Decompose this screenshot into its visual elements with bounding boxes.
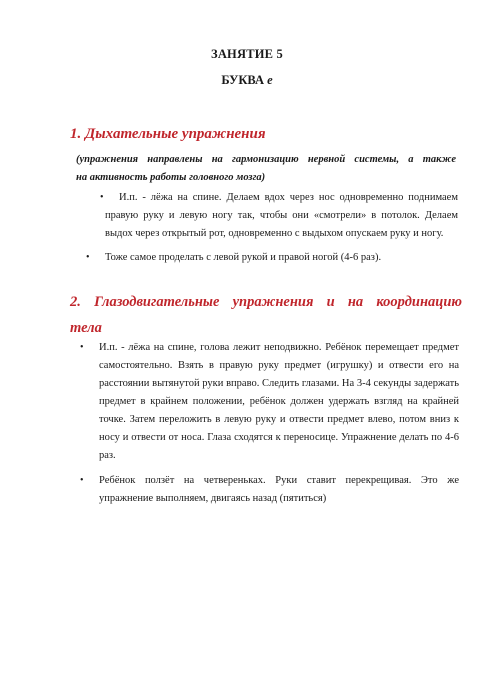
section-heading-line-1: 2. Глазодвигательные упражнения и на координацию [70, 294, 462, 310]
section-heading-line-2: тела [70, 320, 102, 336]
list-item-text: И.п. - лёжа на спине. Делаем вдох через нос одновременно поднимаем правую руку и левую ногу так, чтобы они «смотрели» в потолок. Делаем выдох через открытый рот, одновременно с выдыхом опускаем руку и ногу. [105, 192, 458, 239]
section-heading-breathing: 1. Дыхательные упражнения [70, 126, 266, 142]
letter-title [0, 72, 494, 88]
list-item-text: Тоже самое проделать с левой рукой и правой ногой (4-6 раз). [105, 252, 382, 263]
eye-movement-exercise-list [80, 339, 459, 508]
section-note-line-2: на активность работы головного мозга) [76, 172, 266, 183]
section-note-line-1: (упражнения направлены на гармонизацию нервной системы, а также [76, 154, 456, 165]
section-heading-eye-movement [70, 289, 462, 341]
list-item [86, 249, 458, 267]
letter-prefix: БУКВА [221, 73, 264, 87]
bullet-icon: • [80, 342, 84, 353]
list-item [100, 189, 458, 243]
bullet-icon: • [100, 192, 104, 203]
list-item-text: Ребёнок ползёт на четвереньках. Руки ставит перекрещивая. Это же упражнение выполняем, двигаясь назад (пятиться) [99, 475, 459, 504]
list-item [80, 472, 459, 508]
bullet-icon: • [80, 475, 84, 486]
section-note [76, 151, 456, 187]
breathing-exercise-list [86, 189, 458, 267]
list-item-text: И.п. - лёжа на спине, голова лежит неподвижно. Ребёнок перемещает предмет самостоятельно. Взять в правую руку предмет (игрушку) и отвести его на расстоянии вытянутой руки вправо. Следить глазами. На 3-4 секунды задержать предмет в крайнем положении, ребёнок должен удержать взгляд на крайней точке. Затем переложить в левую руку и отвести предмет влево, потом вниз к носу и отвести от носа. Глаза сходятся к переносице. Упражнение делать по 4-6 раз. [99, 342, 459, 461]
lesson-title: ЗАНЯТИЕ 5 [211, 47, 283, 61]
letter-value: е [267, 73, 273, 87]
bullet-icon: • [86, 252, 90, 263]
list-item [80, 339, 459, 465]
